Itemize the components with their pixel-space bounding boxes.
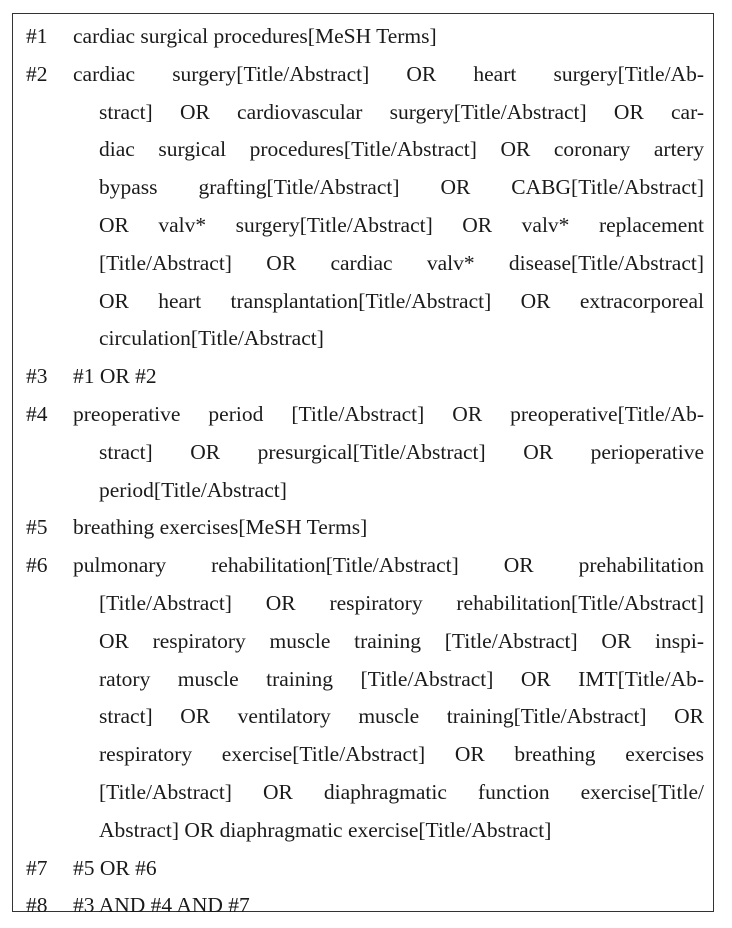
search-query-line: bypass grafting[Title/Abstract] OR CABG[Title/Abstract] xyxy=(99,175,704,200)
search-line-query xyxy=(73,887,704,925)
search-query-line: [Title/Abstract] OR cardiac valv* disease[Title/Abstract] xyxy=(99,250,704,275)
search-query-line: [Title/Abstract] OR diaphragmatic function exercise[Title/ xyxy=(99,779,704,804)
search-line xyxy=(26,509,704,547)
search-line-number: #3 xyxy=(26,364,48,389)
search-line-number: #6 xyxy=(26,553,48,578)
search-line-number: #8 xyxy=(26,893,48,918)
search-query-line: Abstract] OR diaphragmatic exercise[Title/Abstract] xyxy=(99,817,552,842)
search-query-line: diac surgical procedures[Title/Abstract] OR coronary artery xyxy=(99,137,704,162)
search-line xyxy=(26,850,704,888)
search-query-line: OR respiratory muscle training [Title/Abstract] OR inspi- xyxy=(99,628,704,653)
search-query-line: preoperative period [Title/Abstract] OR preoperative[Title/Ab- xyxy=(73,401,704,426)
search-query-line: OR valv* surgery[Title/Abstract] OR valv* replacement xyxy=(99,212,704,237)
search-line-number: #1 xyxy=(26,24,48,48)
search-query-line: period[Title/Abstract] xyxy=(99,477,287,502)
search-query-line: stract] OR presurgical[Title/Abstract] OR perioperative xyxy=(99,439,704,464)
search-line xyxy=(26,396,704,509)
search-query-line: #1 OR #2 xyxy=(73,364,157,389)
search-line-query xyxy=(73,358,704,396)
search-line-query xyxy=(73,509,704,547)
search-query-line: breathing exercises[MeSH Terms] xyxy=(73,515,368,540)
search-query-line: cardiac surgical procedures[MeSH Terms] xyxy=(73,24,437,48)
search-line-query xyxy=(73,547,704,849)
search-line-number: #2 xyxy=(26,61,48,86)
search-line-query xyxy=(73,56,704,358)
search-line-query xyxy=(73,396,704,509)
search-query-line: respiratory exercise[Title/Abstract] OR breathing exercises xyxy=(99,742,704,767)
search-query-line: pulmonary rehabilitation[Title/Abstract] OR prehabilitation xyxy=(73,553,704,578)
search-line-number: #7 xyxy=(26,855,48,880)
search-query-line: #3 AND #4 AND #7 xyxy=(73,893,250,918)
search-query-line: stract] OR ventilatory muscle training[Title/Abstract] OR xyxy=(99,704,704,729)
search-query-line: ratory muscle training [Title/Abstract] OR IMT[Title/Ab- xyxy=(99,666,704,691)
search-line xyxy=(26,887,704,925)
search-line-number: #5 xyxy=(26,515,48,540)
search-line xyxy=(26,56,704,358)
search-query-line: stract] OR cardiovascular surgery[Title/Abstract] OR car- xyxy=(99,99,704,124)
search-query-line: [Title/Abstract] OR respiratory rehabilitation[Title/Abstract] xyxy=(99,590,704,615)
search-line xyxy=(26,18,704,56)
search-line xyxy=(26,547,704,849)
search-strategy-list xyxy=(26,18,704,925)
search-query-line: circulation[Title/Abstract] xyxy=(99,326,324,351)
search-query-line: #5 OR #6 xyxy=(73,855,157,880)
search-line-number: #4 xyxy=(26,401,48,426)
search-query-line: cardiac surgery[Title/Abstract] OR heart surgery[Title/Ab- xyxy=(73,61,704,86)
search-query-line: OR heart transplantation[Title/Abstract] OR extracorporeal xyxy=(99,288,704,313)
search-line-query xyxy=(73,18,704,56)
search-line-query xyxy=(73,850,704,888)
search-line xyxy=(26,358,704,396)
